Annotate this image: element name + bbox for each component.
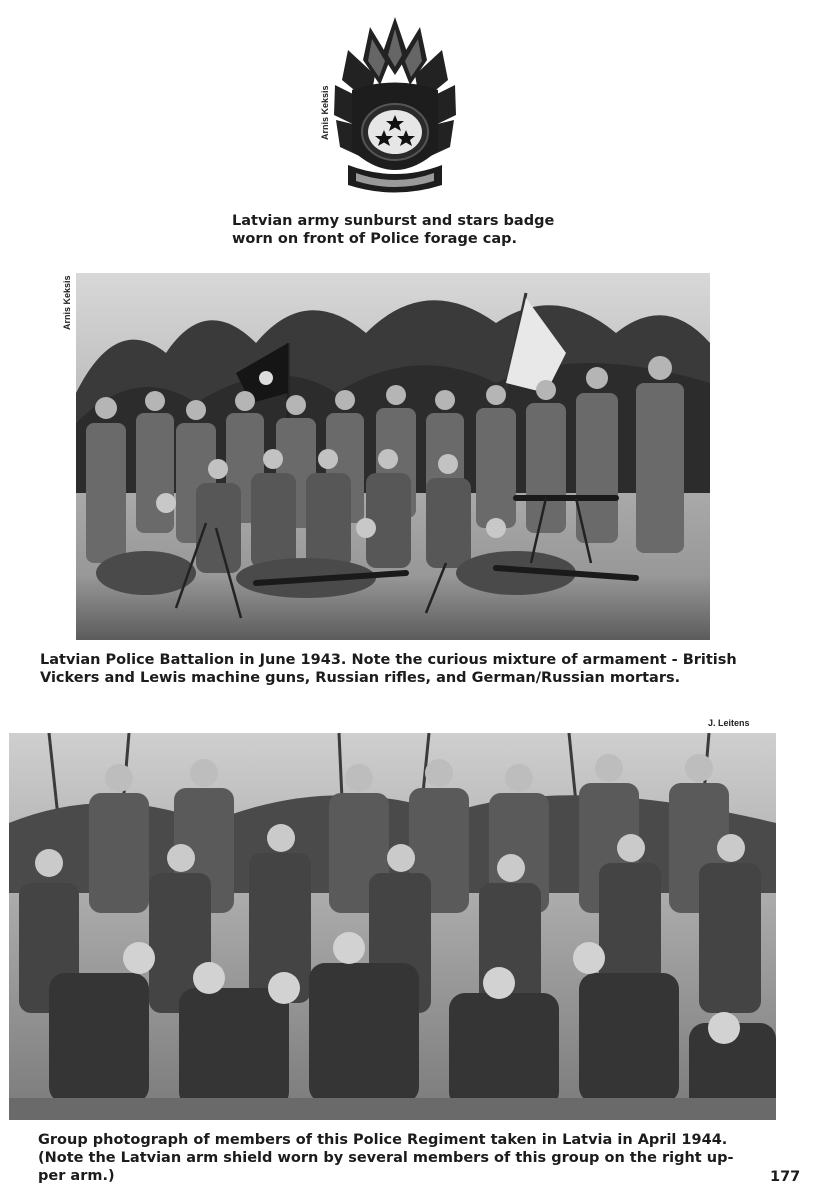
photo2-caption-line: per arm.) <box>38 1168 115 1184</box>
police-regiment-photo <box>9 733 776 1120</box>
photo2-caption-line: Group photograph of members of this Police Regiment taken in Latvia in April 1944. <box>38 1132 728 1148</box>
photo1-caption-line: Vickers and Lewis machine guns, Russian rifles, and German/Russian mortars. <box>40 670 681 686</box>
police-battalion-photo <box>76 273 710 640</box>
photo2-caption-line: (Note the Latvian arm shield worn by several members of this group on the right up- <box>38 1150 734 1166</box>
badge-caption <box>232 212 554 248</box>
photo2-credit: J. Leitens <box>708 718 750 728</box>
badge-caption-line: Latvian army sunburst and stars badge <box>232 213 555 229</box>
photo1-caption-line: Latvian Police Battalion in June 1943. Note the curious mixture of armament - British <box>40 652 737 668</box>
sunburst-badge-illustration <box>330 15 460 200</box>
photo1-caption <box>40 651 737 687</box>
badge-credit: Arnis Keksis <box>320 85 330 140</box>
page-number: 177 <box>770 1169 801 1185</box>
photo2-caption <box>38 1131 738 1185</box>
badge-caption-line: worn on front of Police forage cap. <box>232 231 517 247</box>
photo1-credit: Arnis Keksis <box>62 275 72 330</box>
